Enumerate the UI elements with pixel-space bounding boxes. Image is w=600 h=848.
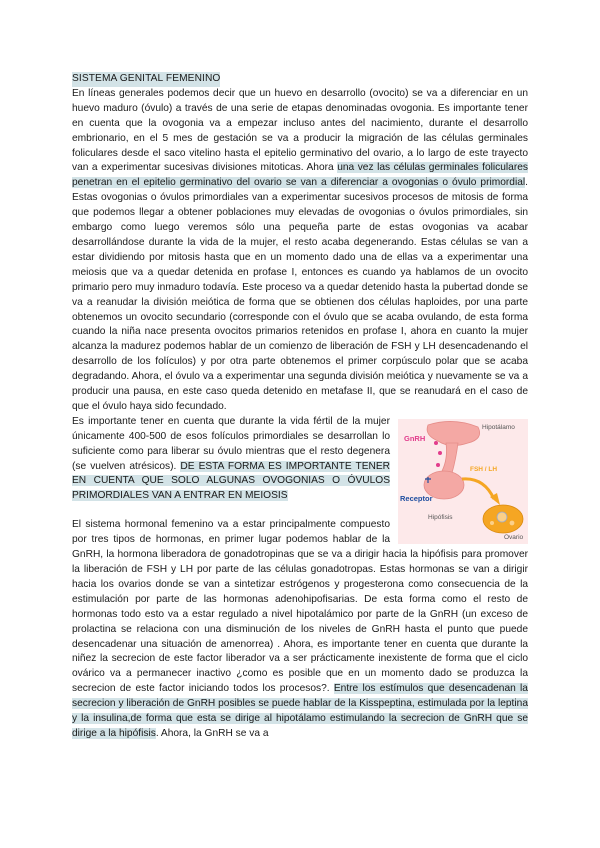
paragraph-text: El sistema hormonal femenino va a estar principalmente compuesto por tres tipos de hormonas, en primer lugar podemos hablar de la GnRH, la hormona liberadora de gonadotropinas que se va a dirigir hacia la hipófisis para promover la liberación de FSH y LH por parte de las células gonadotropas. Estas hormonas se van a dirigir hacia los ovarios donde se van a sintetizar estrógenos y progesterona como consecuencia de la estimulación por parte de las hormonas adenohipofisarias. De esta forma como el resto de hormonas todo esto va a estar regulado a nivel hipotalámico por parte de la GnRH (un exceso de prolactina se relaciona con una disminución de los niveles de GnRH hasta el punto que puede desencadenar una situación de amenorrea) . Ahora, es importante tener en cuenta que durante la niñez la secrecion de este factor liberador va a ser prácticamente inexistente de forma que el ciclo ovárico va a permanecer inactivo ¿como es posible que en un momento dado se produzca la secrecion de este factor iniciando todos los procesos?. [72, 519, 528, 695]
paragraph-hormonal-system [72, 518, 528, 742]
paragraph-ovogonia [72, 87, 528, 415]
paragraph-text: Es importante tener en cuenta que durante la vida fértil de la mujer únicamente 400-500 de esos folículos primordiales se desarrollan lo suficiente como para liberar su óvulo mientras que el resto degenera (se vuelven atrésicos). [72, 415, 390, 472]
receptor-label: Receptor [400, 493, 433, 503]
highlighted-text: una vez las células germinales foliculares penetran en el epitelio germinativo del ovario se van a diferenciar a ovogonias o óvulo primordial [72, 162, 529, 189]
pituitary-stalk [442, 443, 458, 473]
fsh-lh-label: FSH / LH [470, 465, 498, 473]
follicle [510, 520, 515, 525]
follicle [497, 512, 507, 522]
highlighted-text: Entre los estímulos que desencadenan la secrecion y liberación de GnRH posibles se puede hablar de la Kisspeptina, estimulada por la leptina y la insulina,de forma que esta se dirige al hipotálamo estimulando la secrecion de GnRH que se dirige a la hipófisis [72, 683, 528, 739]
pituitary-label: Hipófisis [428, 513, 453, 521]
hormone-axis-illustration [398, 419, 528, 544]
paragraph-text: . Estas ovogonias o óvulos primordiales van a experimentar sucesivos procesos de mitosis de forma que podemos llegar a obtener poblaciones muy elevadas de ovogonias o óvulos primordiales, sin embargo como luego veremos sólo una pequeña parte de estas ovogonias va acabar desarrollándose durante la vida de la mujer, el resto acaba degenerando. Estas células se van a estar dividiendo por mitosis hasta que en un momento dado una de ellas va a experimentar una meiosis que va a quedar detenida en profase I, entonces es cuando ya hablamos de un ovocito primario pero muy inmaduro todavía. Este proceso va a quedar detenido hasta la pubertad donde se va a reanudar la división meiótica de forma que se obtienen dos células haploides, por una parte obtenemos un ovocito secundario (corresponde con el óvulo que se acaba ovulando, de esta forma cuando la niña nace presenta ovocitos primarios retenidos en profase I, ahora en cuanto la mujer alcanza la madurez podemos hablar de un comienzo de liberación de FSH y LH desencadenando el desarrollo de los folículos) y por otra parte obtenemos el primer corpúsculo polar que se acaba degradando. Ahora, el óvulo va a experimentar una segunda división meiótica y nuevamente se va a producir una pausa, en este caso queda detenido en metafase II, que se reanudará en el caso de que el óvulo haya sido fecundado. [72, 177, 528, 412]
document-body [72, 72, 528, 742]
gnrh-dot [436, 463, 440, 467]
hormone-axis-diagram [398, 419, 528, 544]
gnrh-label: GnRH [404, 433, 426, 443]
gnrh-dot [434, 441, 438, 445]
gnrh-dot [438, 451, 442, 455]
section-title: SISTEMA GENITAL FEMENINO [72, 72, 220, 87]
follicle [490, 521, 494, 525]
ovary-label: Ovario [504, 533, 524, 541]
highlighted-text: DE ESTA FORMA ES IMPORTANTE TENER EN CUENTA QUE SOLO ALGUNAS OVOGONIAS O ÓVULOS PRIMORDIALES VAN A ENTRAR EN MEIOSIS [72, 460, 391, 502]
fsh-lh-arrow [462, 479, 494, 499]
paragraph-text: En líneas generales podemos decir que un huevo en desarrollo (ovocito) se va a diferenciar en un huevo maduro (óvulo) a través de una serie de etapas denominadas ovogonia. Es importante tener en cuenta que la ovogonia va a empezar incluso antes del nacimiento, durante el desarrollo embrionario, en el 5 mes de gestación se va a producir la migración de las células germinales foliculares desde el saco vitelino hasta el epitelio germinativo del ovario, a lo largo de este trayecto van a experimentar sucesivas divisiones mitoticas. Ahora [72, 87, 528, 174]
hypothalamus-label: Hipotálamo [482, 423, 515, 431]
paragraph-text: . Ahora, la GnRH se va a [155, 727, 269, 739]
